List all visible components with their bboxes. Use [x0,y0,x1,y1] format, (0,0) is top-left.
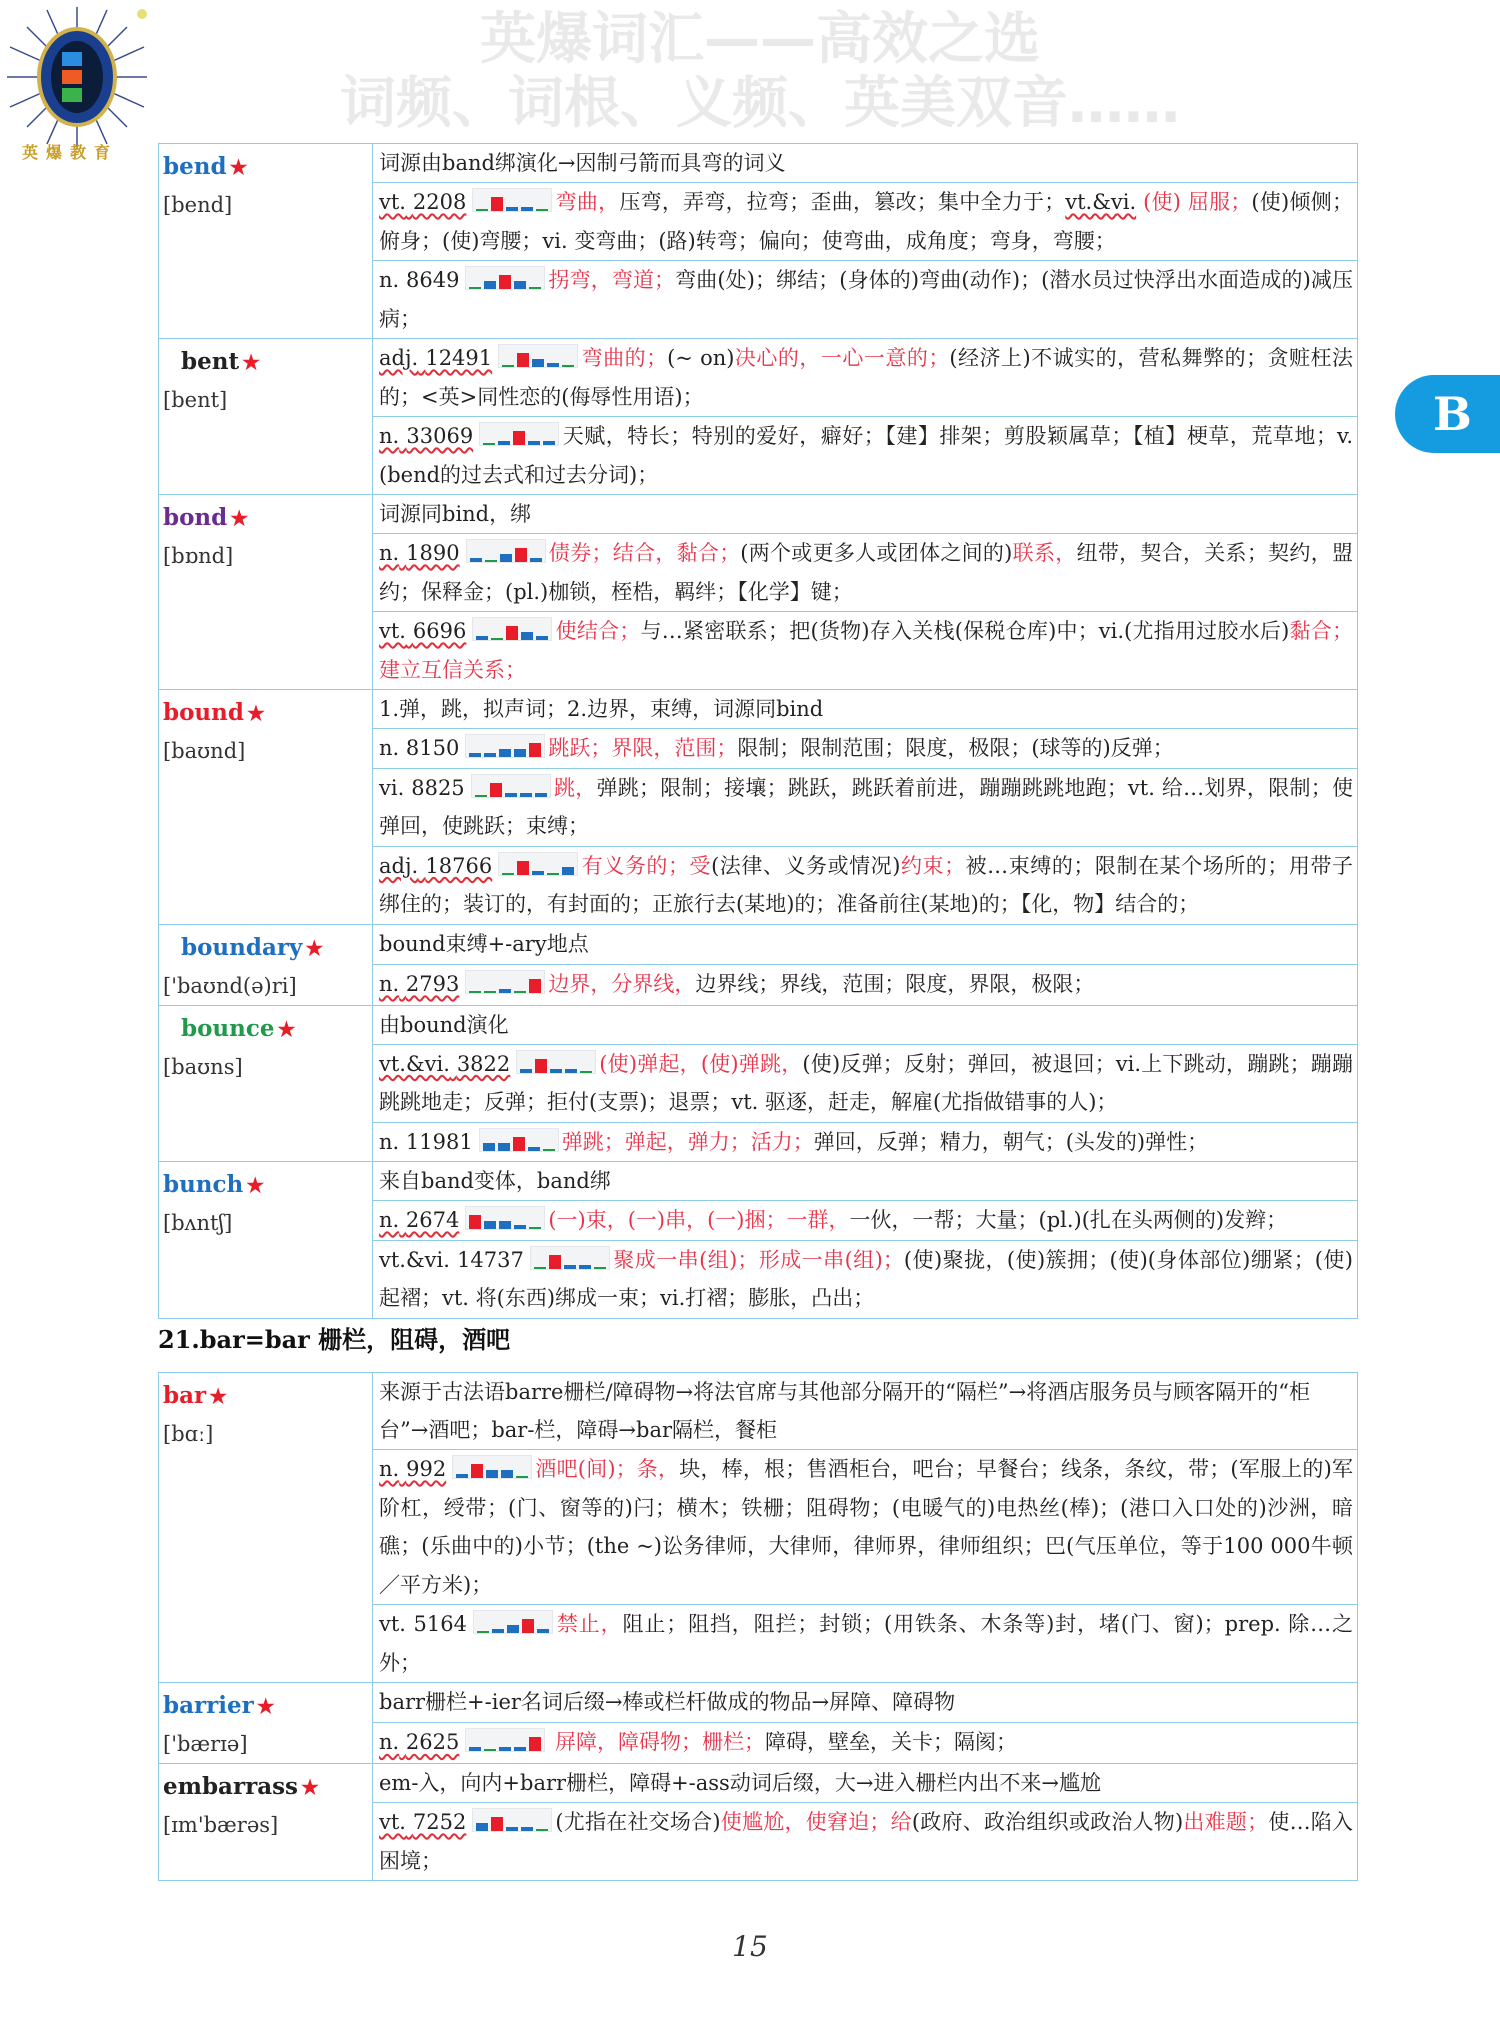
definition-cell [373,1450,1358,1605]
frequency-rank: 1890 [406,541,460,565]
entry-row [159,1683,1358,1723]
star-icon: ★ [277,1016,296,1041]
part-of-speech [379,1730,459,1754]
meaning-text: (使)反弹；反射；弹回，被退回；vi.上下跳动，蹦跳；蹦蹦跳跳地走；反弹；拒付(支票)；退票；vt. 驱逐，赶走，解雇(尤指做错事的人)； [379,1051,1353,1114]
headword-text: bend [163,153,227,180]
entry-row [159,1764,1358,1803]
star-icon: ★ [209,1384,228,1408]
headword[interactable] [163,343,368,381]
part-of-speech [379,776,465,800]
part-of-speech [379,1248,524,1272]
pos-label: vt.&vi. [379,1247,450,1272]
meaning-text: 压弯，弄弯，拉弯；歪曲，篡改；集中全力于； [619,190,1066,214]
phonetic: [ɪm'bærəs] [163,1813,279,1837]
meaning-text: 使…陷入困境； [379,1810,1354,1873]
meaning-text: 与…紧密联系；把(货物)存入关栈(保税仓库)中；vi.(尤指用过胶水后) [640,619,1290,643]
pos-label: n. [379,1129,400,1154]
frequency-rank: 2674 [405,1208,460,1232]
meaning-text: 弹回，反弹；精力，朝气；(头发的)弹性； [813,1129,1209,1154]
definition-cell [373,261,1358,339]
frequency-rank: 2625 [405,1730,460,1755]
headword-text: barrier [163,1692,254,1719]
phonetic: ['baʊnd(ə)ri] [163,973,297,998]
primary-meaning: 决心的，一心一意的； [734,346,950,370]
definition-cell [373,339,1358,417]
frequency-bar-icon [472,617,552,641]
etymology-cell: 词源由band绑演化→因制弓箭而具弯的词义 [373,144,1358,183]
star-icon: ★ [246,1173,265,1197]
meaning-text: 天赋，特长；特别的爱好，癖好；【建】排架；剪股颖属草；【植】梗草，荒草地；v. (bend的过去式和过去分词)； [379,424,1353,487]
pos-label: vi. [379,775,405,800]
star-icon: ★ [242,350,260,374]
headword[interactable] [163,1166,368,1204]
vocabulary-table-1 [158,143,1358,1319]
meaning-text: (法律、义务或情况) [711,853,901,878]
meaning-text: 被…束缚的；限制在某个场所的；用带子绑住的；装订的，有封面的；正旅行去(某地)的；准备前往(某地)的；【化，物】结合的； [379,853,1354,916]
watermark-line-2: 词频、词根、义频、英美双音…… [340,71,1180,136]
entry-row [159,1162,1358,1201]
entry-row [159,1005,1358,1044]
pos-label: vt. [379,619,406,643]
primary-meaning: 聚成一串(组)；形成一串(组)； [612,1247,904,1272]
frequency-bar-icon [472,188,552,212]
frequency-bar-icon [516,1050,596,1074]
headword[interactable] [163,694,368,732]
definition-cell [373,1723,1358,1764]
frequency-rank: 33069 [406,424,474,448]
part-of-speech [379,346,492,370]
meaning-text: (经济上)不诚实的，营私舞弊的；贪赃枉法的；<英>同性恋的(侮辱性用语)； [379,346,1354,409]
part-of-speech [379,1052,510,1076]
primary-meaning: (使) 屈服； [1136,190,1252,214]
definition-cell [373,768,1358,846]
meaning-text: 限制；限制范围；限度，极限；(球等的)反弹； [737,736,1174,760]
primary-meaning: 屏障，障碍物；栅栏； [548,1730,766,1755]
star-icon: ★ [230,506,249,530]
pos-label: n. [379,736,400,760]
star-icon: ★ [301,1775,319,1799]
primary-meaning: 约束； [900,853,966,878]
primary-meaning: 弯曲的； [581,346,668,370]
star-icon: ★ [305,935,324,960]
part-of-speech [379,1208,459,1232]
phonetic: [bʌntʃ] [163,1211,233,1235]
etymology-cell: bound束缚+-ary地点 [373,924,1358,964]
definition-cell [373,183,1358,261]
headword[interactable] [163,1768,368,1806]
entry-row [159,144,1358,183]
pos-label: vt. [379,1810,406,1834]
definition-cell [373,964,1358,1005]
section-heading: 21.bar=bar 栅栏，阻碍，酒吧 [158,1325,511,1354]
frequency-rank: 18766 [425,853,493,878]
etymology-cell: 词源同bind，绑 [373,495,1358,534]
definition-cell [373,729,1358,769]
entry-row [159,495,1358,534]
pos-label: n. [379,971,400,996]
primary-meaning: 拐弯，弯道； [548,268,676,292]
headword-cell [159,495,373,690]
frequency-bar-icon [471,774,551,798]
star-icon: ★ [246,701,265,725]
pos-label: n. [379,424,400,448]
meaning-text: (两个或更多人或团体之间的) [740,541,1013,565]
headword[interactable] [163,148,368,186]
headword[interactable] [163,499,368,537]
meaning-text: (尤指在社交场合) [555,1810,721,1834]
headword-text: bent [181,348,240,375]
pos-label: vt. [379,1612,406,1636]
part-of-speech [379,1810,466,1834]
frequency-bar-icon [466,539,546,563]
frequency-bar-icon [465,1728,545,1752]
headword-cell [159,339,373,495]
entry-row [159,1373,1358,1450]
pos-label: n. [379,1457,400,1481]
meaning-text: 块，棒，根；售酒柜台，吧台；早餐台；线条，条纹，带；(军服上的)军阶杠，绶带；(门、窗等的)闩；横木；铁栅；阻碍物；(电暖气的)电热丝(棒)；(港口入口处的)沙洲，暗礁；(乐曲中的)小节；(the ~)讼务律师，大律师，律师界，律师组织；巴(气压单位，等于100 000牛顿／平方米)； [379,1457,1353,1597]
primary-meaning: 跳跃；界限，范围； [548,736,738,760]
frequency-bar-icon [479,1128,559,1152]
pos-label: n. [379,268,400,292]
definition-cell [373,534,1358,612]
phonetic: [baʊnd] [163,739,246,763]
etymology-cell: em-入，向内+barr栅栏，障碍+-ass动词后缀，大→进入栅栏内出不来→尴尬 [373,1764,1358,1803]
frequency-rank: 2793 [405,971,460,996]
header-watermark [280,8,1240,136]
phonetic: [baʊns] [163,1054,243,1079]
phonetic: [bɒnd] [163,544,234,568]
primary-meaning: 边界，分界线， [548,971,696,996]
frequency-rank: 2208 [412,190,467,214]
primary-meaning: 酒吧(间)；条， [535,1457,680,1481]
primary-meaning: 弯曲， [555,190,620,214]
part-of-speech [379,1612,467,1636]
frequency-rank: 6696 [412,619,467,643]
pos-label: n. [379,1730,400,1755]
definition-cell [373,1240,1358,1318]
frequency-rank: 8825 [411,775,465,800]
headword-cell [159,690,373,925]
phonetic: [bent] [163,388,228,412]
meaning-text: 弯曲(处)；绑结；(身体的)弯曲(动作)；(潜水员过快浮出水面造成的)减压病； [379,268,1353,331]
watermark-line-1: 英爆词汇——高效之选 [480,7,1040,72]
definition-cell [373,1201,1358,1241]
frequency-rank: 8150 [405,736,460,760]
definition-cell [373,417,1358,495]
frequency-rank: 3822 [456,1051,511,1076]
publisher-logo [2,2,152,162]
alphabet-index-tab[interactable]: B [1395,375,1500,453]
part-of-speech [379,268,459,292]
headword-cell [159,144,373,339]
logo-sunburst-icon [2,2,152,152]
headword-text: bond [163,504,228,531]
definition-cell [373,1605,1358,1683]
vocabulary-table-2 [158,1372,1358,1881]
frequency-bar-icon [465,1206,545,1230]
primary-meaning: 弹跳；弹起，弹力；活力； [561,1129,814,1154]
phonetic: [bend] [163,193,233,217]
primary-meaning: 联系， [1012,541,1077,565]
definition-cell [373,1122,1358,1162]
primary-meaning: 使结合； [555,619,641,643]
frequency-bar-icon [479,422,559,446]
frequency-bar-icon [473,1610,553,1634]
headword-cell [159,1162,373,1319]
meaning-text: (政府、政治组织或政治人物) [911,1810,1184,1834]
headword[interactable] [163,1377,368,1415]
pos-label: adj. [379,346,419,370]
meaning-text: (使)倾侧；俯身；(使)弯腰；vi. 变弯曲；(路)转弯；偏向；使弯曲，成角度；弯身，弯腰； [379,190,1353,253]
frequency-rank: 8649 [405,268,460,292]
headword-text: bar [163,1382,207,1409]
sense-row [159,339,1358,417]
headword-text: bunch [163,1171,244,1198]
definition-cell [373,1803,1358,1881]
frequency-bar-icon [465,734,545,758]
primary-meaning: 禁止， [555,1612,623,1636]
primary-meaning: 债券；结合，黏合； [548,541,741,565]
frequency-rank: 5164 [413,1612,467,1636]
part-of-speech [379,541,460,565]
frequency-bar-icon [530,1246,610,1270]
headword-cell [159,1005,373,1162]
pos-label: n. [379,1208,400,1232]
definition-cell [373,612,1358,690]
meaning-text: 纽带，契合，关系；契约，盟约；保释金；(pl.)枷锁，桎梏，羁绊；【化学】键； [379,541,1353,604]
pos-label: vt.&vi. [379,1051,450,1076]
meaning-text: 一伙，一帮；大量；(pl.)(扎在头两侧的)发辫； [849,1208,1288,1232]
etymology-cell: 来自band变体，band绑 [373,1162,1358,1201]
headword-cell [159,924,373,1005]
entry-row [159,690,1358,729]
frequency-bar-icon [465,970,545,994]
pos-label: n. [379,541,400,565]
pos-label: adj. [379,853,419,878]
etymology-cell: 由bound演化 [373,1005,1358,1044]
headword-text: bounce [181,1014,275,1042]
meaning-text: 弹跳；限制；接壤；跳跃，跳跃着前进，蹦蹦跳跳地跑；vt. 给…划界，限制；使弹回，使跳跃；束缚； [379,775,1353,838]
frequency-rank: 7252 [412,1810,467,1834]
page-number: 15 [732,1930,768,1963]
meaning-text: 阻止；阻挡，阻拦；封锁；(用铁条、木条等)封，堵(门、窗)；prep. 除…之外； [379,1612,1353,1675]
headword-text: boundary [181,933,303,961]
part-of-speech [379,424,473,448]
etymology-cell: 来源于古法语barre栅栏/障碍物→将法官席与其他部分隔开的“隔栏”→将酒店服务员与顾客隔开的“柜台”→酒吧；bar-栏，障碍→bar隔栏，餐柜 [373,1373,1358,1450]
meaning-text: 障碍，壁垒，关卡；隔阂； [765,1730,1018,1755]
entry-row [159,924,1358,964]
primary-meaning: 跳， [553,775,597,800]
frequency-bar-icon [452,1455,532,1479]
etymology-cell: barr栅栏+-ier名词后缀→棒或栏杆做成的物品→屏障、障碍物 [373,1683,1358,1723]
part-of-speech [379,736,459,760]
frequency-rank: 14737 [457,1247,524,1272]
part-of-speech [379,619,466,643]
headword-cell [159,1683,373,1764]
part-of-speech [379,1457,446,1481]
frequency-bar-icon [472,1808,552,1832]
headword[interactable] [163,929,368,967]
primary-meaning: (一)束，(一)串，(一)捆；一群， [548,1208,850,1232]
frequency-bar-icon [498,344,578,368]
headword-cell [159,1764,373,1881]
frequency-rank: 11981 [405,1129,473,1154]
headword-text: embarrass [163,1773,298,1800]
primary-meaning: (使)弹起，(使)弹跳， [599,1051,803,1076]
primary-meaning: 黏合；建立互信关系； [379,619,1354,682]
star-icon: ★ [229,155,248,179]
headword[interactable] [163,1687,368,1725]
headword[interactable] [163,1010,368,1048]
logo-caption: 英爆教育 [22,143,119,162]
meaning-text: 边界线；界线，范围；限度，界限，极限； [695,971,1095,996]
primary-meaning: 出难题； [1183,1810,1269,1834]
pos-label: vt. [379,190,406,214]
meaning-text: vt.&vi. [1065,190,1137,214]
star-icon: ★ [256,1694,275,1718]
frequency-bar-icon [465,266,545,290]
definition-cell [373,846,1358,924]
part-of-speech [379,1130,473,1154]
part-of-speech [379,972,459,996]
part-of-speech [379,854,492,878]
headword-text: bound [163,699,244,726]
definition-cell [373,1044,1358,1122]
meaning-text: (~ on) [667,346,735,370]
frequency-rank: 992 [406,1457,447,1481]
headword-cell [159,1373,373,1683]
part-of-speech [379,190,466,214]
frequency-rank: 12491 [425,346,493,370]
meaning-text: (使)聚拢，(使)簇拥；(使)(身体部位)绷紧；(使)起褶；vt. 将(东西)绑成一束；vi.打褶；膨胀，凸出； [379,1247,1353,1310]
frequency-bar-icon [498,852,578,876]
phonetic: [bɑː] [163,1422,214,1446]
primary-meaning: 有义务的；受 [581,853,712,878]
etymology-cell: 1.弹，跳，拟声词；2.边界，束缚，词源同bind [373,690,1358,729]
phonetic: ['bærɪə] [163,1732,248,1756]
primary-meaning: 使尴尬，使窘迫；给 [720,1810,912,1834]
